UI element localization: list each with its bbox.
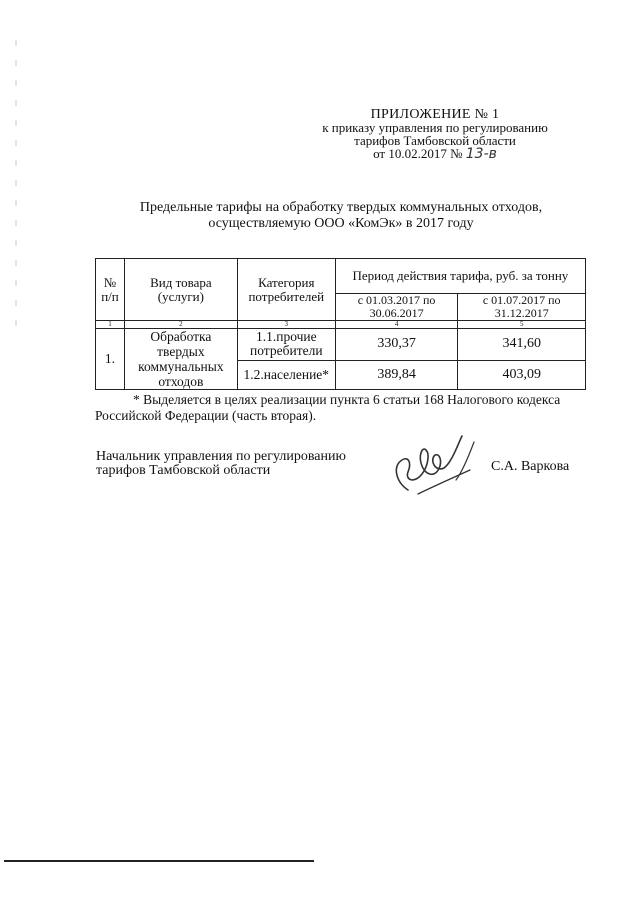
signer-position-line-1: Начальник управления по регулированию <box>96 449 346 464</box>
bottom-scan-rule <box>4 860 314 862</box>
appendix-line-2: тарифов Тамбовской области <box>354 133 516 148</box>
column-index: 3 <box>237 321 335 329</box>
column-index: 1 <box>96 321 125 329</box>
tariff-period-1: 330,37 <box>335 329 458 361</box>
table-row <box>96 329 586 361</box>
consumer-category: 1.1.прочие потребители <box>237 329 335 361</box>
row-number: 1. <box>96 329 125 390</box>
column-index: 2 <box>124 321 237 329</box>
signer-position-line-2: тарифов Тамбовской области <box>96 463 271 478</box>
header-category: Категория потребителей <box>237 259 335 321</box>
header-num: № п/п <box>96 259 125 321</box>
appendix-line-3 <box>300 147 570 161</box>
document-title <box>96 200 586 232</box>
tariff-period-2: 341,60 <box>458 329 586 361</box>
tariff-table <box>95 258 586 390</box>
table-header-row <box>96 259 586 294</box>
column-index: 4 <box>335 321 458 329</box>
service-kind: Обработка твердых коммунальных отходов <box>124 329 237 390</box>
tariff-period-1: 389,84 <box>335 360 458 389</box>
header-period-1: с 01.03.2017 по 30.06.2017 <box>335 294 458 321</box>
header-period: Период действия тарифа, руб. за тонну <box>335 259 585 294</box>
header-kind: Вид товара (услуги) <box>124 259 237 321</box>
column-index: 5 <box>458 321 586 329</box>
handwritten-signature <box>378 432 488 502</box>
header-period-2: с 01.07.2017 по 31.12.2017 <box>458 294 586 321</box>
signer-position <box>96 450 376 478</box>
document-title-line-2: осуществляемую ООО «КомЭк» в 2017 году <box>208 216 474 231</box>
signer-name: С.А. Варкова <box>491 459 570 474</box>
footnote <box>95 392 586 424</box>
appendix-line-1: к приказу управления по регулированию <box>322 120 548 135</box>
footnote-line-2: Российской Федерации (часть вторая). <box>95 408 317 423</box>
order-date: от 10.02.2017 № <box>373 146 463 161</box>
document-title-line-1: Предельные тарифы на обработку твердых коммунальных отходов, <box>139 200 543 215</box>
footnote-line-1: * Выделяется в целях реализации пункта 6 статьи 168 Налогового кодекса <box>133 392 561 407</box>
appendix-header <box>300 108 570 161</box>
appendix-title: ПРИЛОЖЕНИЕ № 1 <box>370 107 500 122</box>
scan-margin-mark <box>14 40 18 340</box>
column-index-row <box>96 321 586 329</box>
handwritten-order-number: 13-в <box>465 146 497 162</box>
consumer-category: 1.2.население* <box>237 360 335 389</box>
tariff-period-2: 403,09 <box>458 360 586 389</box>
